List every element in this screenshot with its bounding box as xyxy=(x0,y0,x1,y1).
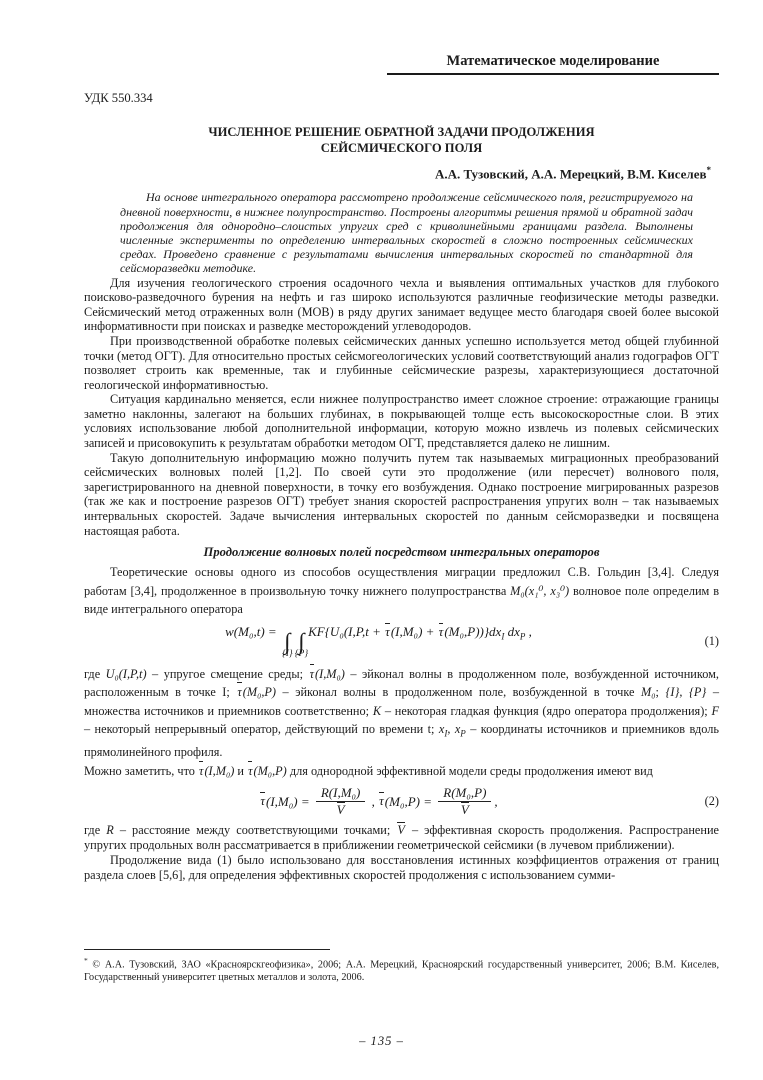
p7-text-2: и xyxy=(234,763,248,778)
fraction-2 xyxy=(438,786,491,819)
p6-text-3: – эйконал волны в продолженном поле, возбужденной источником, расположенным в точке I; xyxy=(84,666,719,700)
running-head-title: Математическое моделирование xyxy=(446,53,660,69)
page-content xyxy=(84,0,719,883)
inline-math-x-p: x xyxy=(454,722,461,737)
inline-math-sets: {I}, {P} xyxy=(665,685,707,700)
tau-bar: τ xyxy=(309,665,315,684)
p6-text-6: – множества источников и приемников соответственно; xyxy=(84,685,719,718)
fraction-1 xyxy=(316,786,366,819)
inline-math-u0: U₀(I,P,t) xyxy=(105,666,147,681)
inline-math-tau-arg-2: (M₀,P) xyxy=(253,763,287,778)
footnote-copyright: © А.А. Тузовский, ЗАО «Красноярскгеофизика», 2006; А.А. Мерецкий, Красноярский государственный университет, 2006; В.М. Киселев, Государственный университет цветных металлов и золота, 2006. xyxy=(84,959,719,984)
p8-text-2: – расстояние между соответствующими точками; xyxy=(113,823,397,838)
paragraph-eq1-definitions xyxy=(84,665,719,762)
p6-text-10: – координаты источников и приемников вдоль прямолинейного профиля. xyxy=(84,722,719,760)
running-head xyxy=(84,52,719,75)
paragraph-intro-3: Ситуация кардинально меняется, если нижнее полупространство имеет сложное строение: отражающие границы заметно наклонны, залегают на больших глубинах, в покрывающей толще есть высокоскоростные слои. В этих условиях использование любой дополнительной информации, которую можно извлечь из полевых сейсмических записей и присовокупить к результатам обработки методом ОГТ, представляется далеко не лишним. xyxy=(84,392,719,451)
inline-math-tau-arg-2: (M₀,P) xyxy=(242,685,277,700)
v-bar: V xyxy=(397,823,405,838)
p8-text-1: где xyxy=(84,823,107,838)
fraction-2-numerator: R(M₀,P) xyxy=(438,786,491,803)
fraction-1-numerator: R(I,M₀) xyxy=(316,786,366,803)
tau-bar: τ xyxy=(260,793,265,809)
authors-names: А.А. Тузовский, А.А. Мерецкий, В.М. Киселев xyxy=(434,166,707,182)
paragraph-application: Продолжение вида (1) было использовано для восстановления истинных коэффициентов отражения от границ раздела слоев [5,6], для определения эффективных скоростей продолжения с использованием сумми- xyxy=(84,853,719,882)
tau-bar: τ xyxy=(198,762,204,781)
integral-sign: ∫ xyxy=(284,629,291,655)
equation-2-end: , xyxy=(494,793,498,809)
paragraph-theory-text-2: волновое поле определим в виде интегрального оператора xyxy=(84,583,719,617)
udc-code: УДК 550.334 xyxy=(84,91,153,105)
v-bar: V xyxy=(460,802,469,818)
integral-limit-receivers: {P} xyxy=(294,649,309,660)
integral-limit-sources: {I} xyxy=(281,649,293,660)
paragraph-intro-4: Такую дополнительную информацию можно получить путем так называемых миграционных преобразований сейсмических волновых полей [1,2]. По своей сути это продолжение (или пересчет) волнового поля, зарегистрированного на дневной поверхности, в точку его возбуждения. Однако построение мигрированных разрезов (так же как и построение разрезов ОГТ) требует знания скоростей распространения упругих волн – так называемых интервальных скоростей. Задаче вычисления интервальных скоростей по данным сейсморазведки и посвящена настоящая работа. xyxy=(84,450,719,538)
inline-math-r: R xyxy=(106,823,114,838)
p6-text-4: – эйконал волны в продолженном поле, возбужденной в точке xyxy=(276,685,641,700)
tau-bar: τ xyxy=(385,624,390,640)
equation-1-body xyxy=(84,624,673,660)
p7-text-3: для однородной эффективной модели среды продолжения имеют вид xyxy=(286,763,653,778)
equation-2-lhs-2: (M₀,P) = xyxy=(384,793,436,809)
equation-2 xyxy=(84,786,719,819)
equation-1-arg-1: (I,M₀) + xyxy=(390,624,438,640)
paragraph-theory-text-1: Теоретические основы одного из способов осуществления миграции предложил С.В. Гольдин [3,4]. Следуя работам [3,4], продолженное в произвольную точку нижнего полупространства xyxy=(84,565,719,598)
equation-1-arg-2: (M₀,P))}dx xyxy=(444,624,502,640)
integral-over-receivers xyxy=(295,630,308,660)
tau-bar: τ xyxy=(247,762,253,781)
equation-2-lhs-1: (I,M₀) = xyxy=(265,793,313,809)
page-number: – 135 – xyxy=(359,1034,404,1048)
p6-text-1: где xyxy=(84,666,106,681)
abstract: На основе интегрального оператора рассмотрено продолжение сейсмического поля, регистрируемого на дневной поверхности, в нижнее полупространство. Построены алгоритмы решения прямой и обратной задач продолжения для однородно–слоистых упругих сред с криволинейными границами раздела. Выполнены численные эксперименты по определению интервальных скоростей в сложно построенных сейсмических средах. Проведено сравнение с результатами вычисления интервальных скоростей по стандартной для сейсморазведки методике. xyxy=(120,190,693,276)
p6-text-2: – упругое смещение среды; xyxy=(146,666,309,681)
author-footnote-mark: * xyxy=(706,165,711,175)
p6-text-5: ; xyxy=(655,685,666,700)
article-title-line-2: СЕЙСМИЧЕСКОГО ПОЛЯ xyxy=(320,141,483,155)
equation-1 xyxy=(84,624,719,660)
paragraph-intro-2: При производственной обработке полевых сейсмических данных успешно используется метод общей глубинной точки (метод ОГТ). Для относительно простых сейсмогеологических условий соответствующий анализ годографов ОГТ позволяет строить как временные, так и глубинные сейсмические разрезы, характеризующиеся достаточной геологической информативностью. xyxy=(84,333,719,392)
x-sub-i: I xyxy=(444,728,448,739)
dx-sub-i: I xyxy=(501,631,505,642)
footnote-text xyxy=(84,954,719,984)
equation-2-separator: , xyxy=(368,793,379,809)
dx-sub-p: P xyxy=(519,631,526,642)
paragraph-eq2-definitions xyxy=(84,823,719,853)
inline-math-tau-arg-1: (I,M₀) xyxy=(204,763,235,778)
p6-text-9: , xyxy=(447,722,455,737)
fraction-1-denominator xyxy=(316,803,366,818)
footnote-divider xyxy=(84,949,330,950)
equation-1-lhs: w(M₀,t) = xyxy=(225,624,280,640)
fraction-2-denominator xyxy=(438,803,491,818)
inline-math-m0: M₀ xyxy=(640,685,656,700)
equation-1-number: (1) xyxy=(704,634,719,649)
equation-1-kernel: KF{U₀(I,P,t + xyxy=(308,624,385,640)
integral-sign: ∫ xyxy=(298,629,305,655)
running-head-rule xyxy=(387,52,719,75)
equation-2-body xyxy=(84,786,673,819)
integral-over-sources xyxy=(282,630,293,660)
inline-math-f: F xyxy=(711,703,719,718)
equation-2-number: (2) xyxy=(704,794,719,809)
paragraph-tau-note xyxy=(84,762,719,781)
v-bar: V xyxy=(336,802,345,818)
paragraph-theory xyxy=(84,563,719,619)
inline-math-x-i: x xyxy=(438,722,445,737)
tau-bar: τ xyxy=(438,624,444,640)
tau-bar: τ xyxy=(379,793,384,809)
p8-text-3: – эффективная скорость продолжения. Распространение упругих продольных волн рассматривается в приближении геометрической сейсмики (в лучевом приближении). xyxy=(84,823,719,853)
footnote-block xyxy=(84,949,719,984)
x-sub-p: P xyxy=(460,728,466,739)
p6-text-8: – некоторый непрерывный оператор, действующий по времени t; xyxy=(84,722,439,737)
article-title xyxy=(84,124,719,156)
paragraph-intro-1: Для изучения геологического строения осадочного чехла и выявления оптимальных участков для глубокого поисково-разведочного бурения на нефть и газ широко используются различные геофизические методы разведки. Сейсмический метод отраженных волн (МОВ) в ряду других занимает ведущее место благодаря своей более высокой информативности при поисках и разведке месторождений углеводородов. xyxy=(84,275,719,334)
section-heading: Продолжение волновых полей посредством интегральных операторов xyxy=(203,545,600,560)
inline-math-m0-point: M₀(x₁⁰, x₃⁰) xyxy=(510,583,570,598)
equation-1-dx: dx xyxy=(504,624,520,640)
authors-line xyxy=(84,165,719,182)
p6-text-7: – некоторая гладкая функция (ядро оператора продолжения); xyxy=(381,703,712,718)
inline-math-k: K xyxy=(372,703,382,718)
article-title-line-1: ЧИСЛЕННОЕ РЕШЕНИЕ ОБРАТНОЙ ЗАДАЧИ ПРОДОЛЖЕНИЯ xyxy=(208,125,595,139)
p7-text-1: Можно заметить, что xyxy=(84,763,199,778)
tau-bar: τ xyxy=(236,683,242,702)
inline-math-tau-arg-1: (I,M₀) xyxy=(315,666,345,681)
footnote-mark: * xyxy=(84,956,88,965)
equation-1-end: , xyxy=(525,624,532,640)
